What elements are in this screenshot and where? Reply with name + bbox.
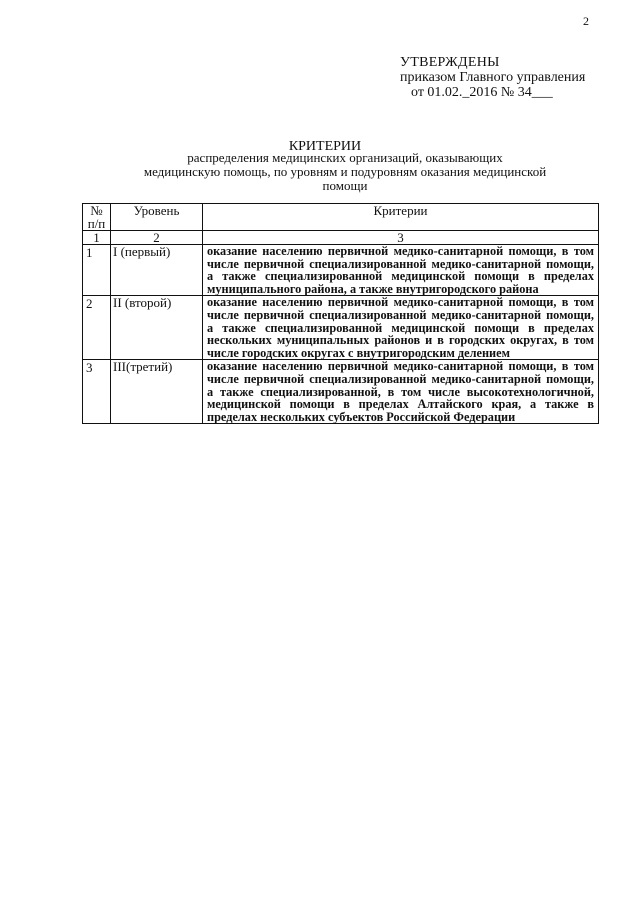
header-criteria: Критерии xyxy=(203,204,599,231)
row-level: II (второй) xyxy=(111,296,203,360)
row-level: I (первый) xyxy=(111,245,203,296)
approval-date: от 01.02._2016 № 34___ xyxy=(411,85,553,100)
criteria-table xyxy=(82,203,599,424)
page-number: 2 xyxy=(583,14,589,28)
subtitle-line-1: распределения медицинских организаций, оказывающих xyxy=(187,150,503,165)
header-num: № п/п xyxy=(83,204,111,231)
column-number-1: 1 xyxy=(83,231,111,245)
row-criteria: оказание населению первичной медико-санитарной помощи, в том числе первичной специализированной медико-санитарной помощи, а также специализированной, в том числе высокотехнологичной, медицинской помощи в пределах Алтайского края, а также в пределах нескольких субъектов Российской Федерации xyxy=(203,360,599,424)
row-number: 2 xyxy=(83,296,111,360)
table-row xyxy=(83,296,599,360)
table-row xyxy=(83,245,599,296)
approval-order: приказом Главного управления xyxy=(400,70,586,85)
column-number-2: 2 xyxy=(111,231,203,245)
column-number-3: 3 xyxy=(203,231,599,245)
row-number: 1 xyxy=(83,245,111,296)
approval-heading: УТВЕРЖДЕНЫ xyxy=(400,55,500,70)
header-level: Уровень xyxy=(111,204,203,231)
table-row xyxy=(83,360,599,424)
row-criteria: оказание населению первичной медико-санитарной помощи, в том числе первичной специализированной медико-санитарной помощи, а также специализированной медицинской помощи в пределах муниципального района, а также внутригородского района xyxy=(203,245,599,296)
subtitle-line-3: помощи xyxy=(322,178,368,193)
row-criteria: оказание населению первичной медико-санитарной помощи, в том числе первичной специализированной медико-санитарной помощи, а также специализированной медицинской помощи в пределах нескольких муниципальных районов и в городских округах, в том числе городских округах с внутригородским делением xyxy=(203,296,599,360)
approval-block xyxy=(400,55,585,100)
document-title: КРИТЕРИИ xyxy=(288,139,362,154)
subtitle-line-2: медицинскую помощь, по уровням и подуровням оказания медицинской xyxy=(143,164,547,179)
row-level: III(третий) xyxy=(111,360,203,424)
document-subtitle xyxy=(85,151,605,193)
row-number: 3 xyxy=(83,360,111,424)
